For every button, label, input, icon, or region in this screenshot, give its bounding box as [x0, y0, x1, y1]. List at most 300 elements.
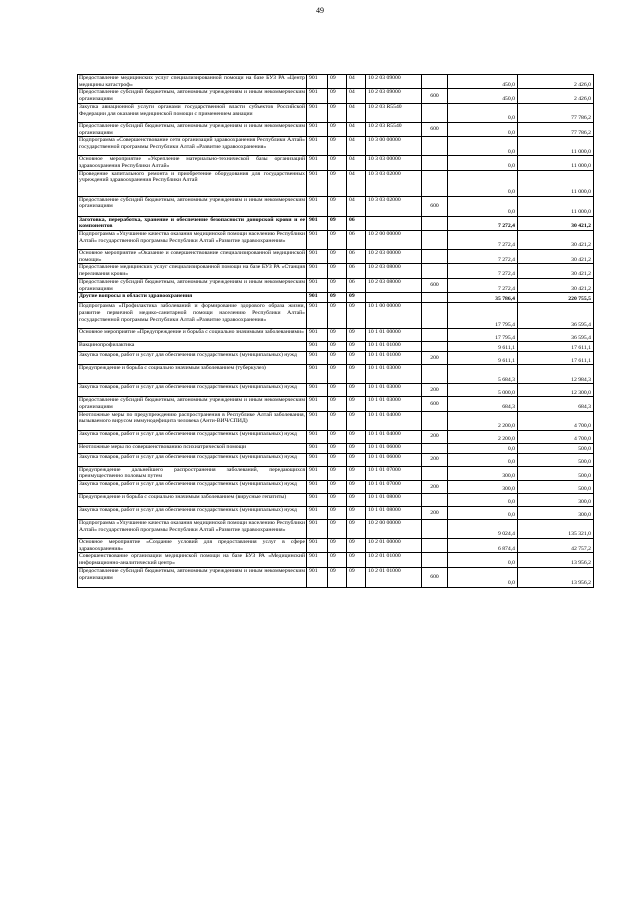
subsection-code: 09 — [347, 567, 366, 587]
subsection-code: 09 — [347, 384, 366, 397]
ministry-code: 901 — [307, 507, 328, 520]
section-code: 09 — [328, 250, 347, 264]
table-row — [78, 231, 594, 250]
section-code: 09 — [328, 216, 347, 230]
sum-year-1: 450,0 — [448, 75, 518, 89]
target-code: 10 3 03 00000 — [366, 156, 422, 170]
expense-type: 600 — [422, 278, 448, 292]
section-code: 09 — [328, 278, 347, 292]
sum-year-1: 0,0 — [448, 553, 518, 567]
ministry-code: 901 — [307, 352, 328, 365]
target-code: 10 1 01 04000 — [366, 411, 422, 430]
target-code: 10 1 01 00000 — [366, 329, 422, 342]
row-name: Закупка товаров, работ и услуг для обеспечения государственных (муниципальных) нужд — [78, 384, 307, 397]
row-name: Закупка товаров, работ и услуг для обеспечения государственных (муниципальных) нужд — [78, 352, 307, 365]
sum-year-2: 30 421,2 — [518, 216, 594, 230]
sum-year-2: 300,0 — [518, 494, 594, 507]
row-name: Закупка товаров, работ и услуг для обеспечения государственных (муниципальных) нужд — [78, 453, 307, 466]
sum-year-1: 5 000,0 — [448, 384, 518, 397]
subsection-code: 09 — [347, 553, 366, 567]
target-code: 10 1 01 03000 — [366, 365, 422, 384]
table-row — [78, 250, 594, 264]
section-code: 09 — [328, 443, 347, 453]
sum-year-2: 11 000,0 — [518, 170, 594, 196]
ministry-code: 901 — [307, 196, 328, 216]
section-code: 09 — [328, 466, 347, 480]
target-code: 10 1 00 00000 — [366, 303, 422, 329]
section-code: 09 — [328, 365, 347, 384]
table-row — [78, 264, 594, 278]
row-name: Подпрограмма «Улучшение качества оказания медицинской помощи населению Республики Алтай» государственной программы Республики Алтай «Развитие здравоохранения» — [78, 231, 307, 250]
section-code: 09 — [328, 553, 347, 567]
expense-type: 600 — [422, 122, 448, 136]
section-code: 09 — [328, 156, 347, 170]
sum-year-2: 4 700,0 — [518, 430, 594, 443]
subsection-code: 06 — [347, 216, 366, 230]
row-name: Закупка товаров, работ и услуг для обеспечения государственных (муниципальных) нужд — [78, 507, 307, 520]
subsection-code: 04 — [347, 103, 366, 122]
subsection-code: 09 — [347, 481, 366, 494]
sum-year-2: 17 611,1 — [518, 352, 594, 365]
target-code — [366, 216, 422, 230]
ministry-code: 901 — [307, 430, 328, 443]
subsection-code: 09 — [347, 520, 366, 539]
row-name: Предоставление субсидий бюджетным, автономным учреждениям и иным некоммерческим организациям — [79, 122, 305, 136]
expense-type — [422, 250, 448, 264]
expense-type: 600 — [422, 196, 448, 216]
ministry-code: 901 — [307, 520, 328, 539]
expense-type — [422, 137, 448, 156]
section-code: 09 — [328, 507, 347, 520]
sum-year-1: 6 874,4 — [448, 539, 518, 553]
target-code: 10 2 00 00000 — [366, 231, 422, 250]
section-code: 09 — [328, 231, 347, 250]
section-code: 09 — [328, 303, 347, 329]
target-code: 10 2 03 09000 — [366, 89, 422, 103]
sum-year-1: 0,0 — [448, 196, 518, 216]
sum-year-2: 500,0 — [518, 466, 594, 480]
target-code: 10 1 01 01000 — [366, 352, 422, 365]
sum-year-1: 7 272,4 — [448, 231, 518, 250]
ministry-code: 901 — [307, 122, 328, 136]
subsection-code: 09 — [347, 352, 366, 365]
subsection-code: 04 — [347, 89, 366, 103]
row-name: Основное мероприятие «Оказание и совершенствование специализированной медицинской помощи» — [79, 250, 305, 263]
sum-year-2: 684,3 — [518, 397, 594, 411]
sum-year-1: 0,0 — [448, 170, 518, 196]
row-name: Заготовка, переработка, хранение и обеспечение безопасности донорской крови и ее компонентов — [79, 216, 305, 230]
sum-year-1: 0,0 — [448, 137, 518, 156]
expense-type — [422, 539, 448, 553]
expense-type — [422, 520, 448, 539]
target-code: 10 1 01 04000 — [366, 430, 422, 443]
expense-type — [422, 365, 448, 384]
ministry-code: 901 — [307, 342, 328, 352]
section-code: 09 — [328, 567, 347, 587]
subsection-code: 09 — [347, 466, 366, 480]
table-row — [78, 520, 594, 539]
ministry-code: 901 — [307, 170, 328, 196]
ministry-code: 901 — [307, 397, 328, 411]
expense-type — [422, 156, 448, 170]
ministry-code: 901 — [307, 384, 328, 397]
table-row — [78, 481, 594, 494]
sum-year-2: 77 786,2 — [518, 103, 594, 122]
subsection-code: 04 — [347, 170, 366, 196]
expense-type — [422, 103, 448, 122]
sum-year-2: 13 956,2 — [518, 553, 594, 567]
sum-year-1: 5 684,3 — [448, 365, 518, 384]
section-code: 09 — [328, 352, 347, 365]
expense-type — [422, 170, 448, 196]
section-code: 09 — [328, 75, 347, 89]
section-code: 09 — [328, 520, 347, 539]
table-row — [78, 507, 594, 520]
target-code: 10 2 03 R5540 — [366, 122, 422, 136]
table-body — [78, 75, 594, 588]
row-name: Предоставление медицинских услуг специализированной помощи на базе БУЗ РА «Центр медицины катастроф» — [79, 75, 305, 88]
expense-type — [422, 303, 448, 329]
ministry-code: 901 — [307, 89, 328, 103]
row-name: Неотложные меры по совершенствованию психиатрической помощи — [78, 443, 307, 453]
section-code: 09 — [328, 89, 347, 103]
row-name: Неотложные меры по предупреждению распространения в Республике Алтай заболевания, вызываемого вирусом иммунодефицита человека (Анти-ВИЧ/СПИД) — [78, 411, 307, 430]
sum-year-1: 0,0 — [448, 494, 518, 507]
table-row — [78, 466, 594, 480]
expense-type: 200 — [422, 352, 448, 365]
sum-year-1: 300,0 — [448, 481, 518, 494]
row-name: Основное мероприятие «Укрепление материально-технической базы организаций здравоохранения Республики Алтай» — [79, 156, 305, 169]
subsection-code: 09 — [347, 453, 366, 466]
section-code: 09 — [328, 342, 347, 352]
table-row — [78, 567, 594, 587]
sum-year-2: 4 700,0 — [518, 411, 594, 430]
sum-year-1: 7 272,4 — [448, 278, 518, 292]
table-row — [78, 443, 594, 453]
expense-type: 200 — [422, 481, 448, 494]
section-code: 09 — [328, 384, 347, 397]
row-name: Предоставление субсидий бюджетным, автономным учреждениям и иным некоммерческим организациям — [78, 567, 307, 587]
section-code: 09 — [328, 137, 347, 156]
sum-year-2: 11 000,0 — [518, 156, 594, 170]
sum-year-1: 450,0 — [448, 89, 518, 103]
section-code: 09 — [328, 453, 347, 466]
section-code: 09 — [328, 293, 347, 303]
sum-year-1: 9 024,4 — [448, 520, 518, 539]
table-row — [78, 352, 594, 365]
sum-year-2: 11 000,0 — [518, 137, 594, 156]
sum-year-1: 7 272,4 — [448, 264, 518, 278]
subsection-code: 06 — [347, 278, 366, 292]
table-row — [78, 430, 594, 443]
target-code: 10 1 01 08000 — [366, 507, 422, 520]
subsection-code: 04 — [347, 196, 366, 216]
sum-year-1: 7 272,4 — [448, 216, 518, 230]
table-row — [78, 453, 594, 466]
ministry-code: 901 — [307, 103, 328, 122]
ministry-code: 901 — [307, 553, 328, 567]
section-code: 09 — [328, 430, 347, 443]
sum-year-1: 2 200,0 — [448, 411, 518, 430]
table-row — [78, 75, 594, 89]
table-row — [78, 293, 594, 303]
target-code: 10 2 03 08000 — [366, 278, 422, 292]
subsection-code: 06 — [347, 250, 366, 264]
sum-year-2: 36 595,4 — [518, 303, 594, 329]
target-code: 10 2 01 01000 — [366, 567, 422, 587]
ministry-code: 901 — [307, 443, 328, 453]
expense-type — [422, 494, 448, 507]
expense-type — [422, 342, 448, 352]
ministry-code: 901 — [307, 303, 328, 329]
subsection-code: 09 — [347, 342, 366, 352]
target-code: 10 3 03 02000 — [366, 196, 422, 216]
target-code: 10 1 01 07000 — [366, 481, 422, 494]
row-name: Предупреждение и борьба с социально значимым заболеванием (вирусные гепатиты) — [78, 494, 307, 507]
expense-type: 600 — [422, 89, 448, 103]
row-name: Закупка товаров, работ и услуг для обеспечения государственных (муниципальных) нужд — [78, 430, 307, 443]
section-code: 09 — [328, 494, 347, 507]
sum-year-2: 12 984,3 — [518, 365, 594, 384]
ministry-code: 901 — [307, 293, 328, 303]
sum-year-2: 500,0 — [518, 481, 594, 494]
sum-year-1: 2 200,0 — [448, 430, 518, 443]
row-name: Предоставление субсидий бюджетным, автономным учреждениям и иным некоммерческим организациям — [79, 397, 305, 410]
subsection-code: 09 — [347, 293, 366, 303]
table-row — [78, 89, 594, 103]
sum-year-2: 30 421,2 — [518, 231, 594, 250]
target-code: 10 1 01 06000 — [366, 453, 422, 466]
expense-type: 600 — [422, 397, 448, 411]
ministry-code: 901 — [307, 278, 328, 292]
ministry-code: 901 — [307, 137, 328, 156]
sum-year-1: 7 272,4 — [448, 250, 518, 264]
table-row — [78, 137, 594, 156]
table-row — [78, 156, 594, 170]
section-code: 09 — [328, 196, 347, 216]
sum-year-2: 30 421,2 — [518, 278, 594, 292]
section-code: 09 — [328, 170, 347, 196]
expense-type — [422, 443, 448, 453]
table-row — [78, 397, 594, 411]
row-name: Предупреждение дальнейшего распространения заболеваний, передающихся преимущественно половым путем — [79, 466, 305, 480]
subsection-code: 09 — [347, 494, 366, 507]
target-code: 10 2 01 00000 — [366, 539, 422, 553]
target-code — [366, 293, 422, 303]
row-name: Вакцинопрофилактика — [78, 342, 307, 352]
row-name: Основное мероприятие «Предупреждение и борьба с социально значимыми заболеваниями» — [78, 329, 307, 342]
sum-year-2: 30 421,2 — [518, 250, 594, 264]
table-row — [78, 122, 594, 136]
row-name: Закупка товаров, работ и услуг для обеспечения государственных (муниципальных) нужд — [78, 481, 307, 494]
ministry-code: 901 — [307, 231, 328, 250]
ministry-code: 901 — [307, 329, 328, 342]
sum-year-1: 9 611,1 — [448, 352, 518, 365]
subsection-code: 09 — [347, 443, 366, 453]
expense-type — [422, 553, 448, 567]
expense-type — [422, 411, 448, 430]
table-row — [78, 539, 594, 553]
section-code: 09 — [328, 329, 347, 342]
table-row — [78, 342, 594, 352]
expense-type: 200 — [422, 507, 448, 520]
expense-type — [422, 466, 448, 480]
page-number: 49 — [316, 6, 324, 15]
section-code: 09 — [328, 411, 347, 430]
target-code: 10 3 00 00000 — [366, 137, 422, 156]
sum-year-1: 0,0 — [448, 103, 518, 122]
expense-type: 600 — [422, 567, 448, 587]
sum-year-2: 2 426,0 — [518, 89, 594, 103]
target-code: 10 1 01 06000 — [366, 443, 422, 453]
ministry-code: 901 — [307, 481, 328, 494]
sum-year-2: 500,0 — [518, 453, 594, 466]
expense-type: 200 — [422, 453, 448, 466]
ministry-code: 901 — [307, 539, 328, 553]
target-code: 10 1 01 03000 — [366, 384, 422, 397]
sum-year-2: 42 757,2 — [518, 539, 594, 553]
sum-year-1: 300,0 — [448, 466, 518, 480]
sum-year-1: 17 795,4 — [448, 303, 518, 329]
sum-year-1: 0,0 — [448, 453, 518, 466]
sum-year-2: 36 595,4 — [518, 329, 594, 342]
table-row — [78, 170, 594, 196]
ministry-code: 901 — [307, 494, 328, 507]
target-code: 10 2 03 09000 — [366, 75, 422, 89]
subsection-code: 06 — [347, 231, 366, 250]
subsection-code: 09 — [347, 303, 366, 329]
ministry-code: 901 — [307, 156, 328, 170]
sum-year-2: 11 000,0 — [518, 196, 594, 216]
ministry-code: 901 — [307, 250, 328, 264]
row-name: Совершенствование организации медицинской помощи на базе БУЗ РА «Медицинский информационно-аналитический центр» — [79, 553, 305, 567]
sum-year-2: 135 321,0 — [518, 520, 594, 539]
row-name: Основное мероприятие «Создание условий для предоставления услуг в сфере здравоохранения» — [79, 539, 305, 552]
sum-year-1: 684,3 — [448, 397, 518, 411]
ministry-code: 901 — [307, 75, 328, 89]
ministry-code: 901 — [307, 411, 328, 430]
sum-year-1: 0,0 — [448, 156, 518, 170]
table-row — [78, 365, 594, 384]
row-name: Подпрограмма «Совершенствование сети организаций здравоохранения Республики Алтай» государственной программы Республики Алтай «Развитие здравоохранения» — [78, 137, 307, 156]
ministry-code: 901 — [307, 567, 328, 587]
expense-type — [422, 329, 448, 342]
sum-year-2: 300,0 — [518, 507, 594, 520]
ministry-code: 901 — [307, 453, 328, 466]
sum-year-2: 13 956,2 — [518, 567, 594, 587]
section-code: 09 — [328, 539, 347, 553]
target-code: 10 1 01 07000 — [366, 466, 422, 480]
table-row — [78, 103, 594, 122]
table-row — [78, 553, 594, 567]
sum-year-2: 77 786,2 — [518, 122, 594, 136]
ministry-code: 901 — [307, 264, 328, 278]
subsection-code: 09 — [347, 411, 366, 430]
expense-type: 200 — [422, 384, 448, 397]
expense-type — [422, 293, 448, 303]
subsection-code: 06 — [347, 264, 366, 278]
subsection-code: 09 — [347, 329, 366, 342]
row-name: Предоставление медицинских услуг специализированной помощи на базе БУЗ РА «Станция переливания крови» — [79, 264, 305, 278]
ministry-code: 901 — [307, 466, 328, 480]
target-code: 10 1 01 03000 — [366, 397, 422, 411]
row-name: Подпрограмма «Профилактика заболеваний и формирование здорового образа жизни, развитие первичной медико-санитарной помощи населению Республики Алтай» государственной программы Республики Алтай «Развитие здравоохранения» — [78, 303, 307, 329]
expense-type — [422, 231, 448, 250]
sum-year-1: 9 611,1 — [448, 342, 518, 352]
row-name: Предупреждение и борьба с социально значимым заболеванием (туберкулез) — [78, 365, 307, 384]
target-code: 10 3 03 02000 — [366, 170, 422, 196]
row-name: Подпрограмма «Улучшение качества оказания медицинской помощи населению Республики Алтай» государственной программы Республики Алтай «Развитие здравоохранения» — [78, 520, 307, 539]
target-code: 10 2 01 01000 — [366, 553, 422, 567]
table-row — [78, 384, 594, 397]
target-code: 10 2 03 R5540 — [366, 103, 422, 122]
section-code: 09 — [328, 397, 347, 411]
table-row — [78, 196, 594, 216]
row-name: Проведение капитального ремонта и приобретение оборудования для государственных учреждений здравоохранения Республики Алтай — [78, 170, 307, 196]
target-code: 10 1 01 08000 — [366, 494, 422, 507]
ministry-code: 901 — [307, 216, 328, 230]
sum-year-2: 220 755,5 — [518, 293, 594, 303]
table-row — [78, 411, 594, 430]
sum-year-1: 35 786,4 — [448, 293, 518, 303]
subsection-code: 09 — [347, 507, 366, 520]
row-name: Предоставление субсидий бюджетным, автономным учреждениям и иным некоммерческим организациям — [79, 89, 305, 103]
table-row — [78, 303, 594, 329]
table-row — [78, 216, 594, 230]
subsection-code: 09 — [347, 397, 366, 411]
subsection-code: 04 — [347, 75, 366, 89]
ministry-code: 901 — [307, 365, 328, 384]
subsection-code: 09 — [347, 539, 366, 553]
subsection-code: 09 — [347, 365, 366, 384]
section-code: 09 — [328, 264, 347, 278]
sum-year-2: 2 426,0 — [518, 75, 594, 89]
target-code: 10 2 03 00000 — [366, 250, 422, 264]
row-name: Закупка авиационной услуги органами государственной власти субъектов Российской Федерации для оказания медицинской помощи с применением авиации — [78, 103, 307, 122]
sum-year-2: 12 300,0 — [518, 384, 594, 397]
sum-year-1: 0,0 — [448, 507, 518, 520]
section-code: 09 — [328, 481, 347, 494]
row-name: Другие вопросы в области здравоохранения — [78, 293, 307, 303]
table-row — [78, 329, 594, 342]
budget-table — [77, 74, 594, 588]
expense-type — [422, 216, 448, 230]
subsection-code: 04 — [347, 137, 366, 156]
sum-year-2: 500,0 — [518, 443, 594, 453]
sum-year-1: 17 795,4 — [448, 329, 518, 342]
sum-year-2: 17 611,1 — [518, 342, 594, 352]
sum-year-1: 0,0 — [448, 443, 518, 453]
table-row — [78, 278, 594, 292]
table-row — [78, 494, 594, 507]
row-name: Предоставление субсидий бюджетным, автономным учреждениям и иным некоммерческим организациям — [79, 278, 305, 292]
section-code: 09 — [328, 122, 347, 136]
sum-year-1: 0,0 — [448, 567, 518, 587]
expense-type — [422, 75, 448, 89]
section-code: 09 — [328, 103, 347, 122]
subsection-code: 04 — [347, 122, 366, 136]
sum-year-2: 30 421,2 — [518, 264, 594, 278]
expense-type: 200 — [422, 430, 448, 443]
subsection-code: 04 — [347, 156, 366, 170]
expense-type — [422, 264, 448, 278]
subsection-code: 09 — [347, 430, 366, 443]
sum-year-1: 0,0 — [448, 122, 518, 136]
target-code: 10 1 01 01000 — [366, 342, 422, 352]
target-code: 10 2 03 08000 — [366, 264, 422, 278]
row-name: Предоставление субсидий бюджетным, автономным учреждениям и иным некоммерческим организациям — [78, 196, 307, 216]
target-code: 10 2 00 00000 — [366, 520, 422, 539]
